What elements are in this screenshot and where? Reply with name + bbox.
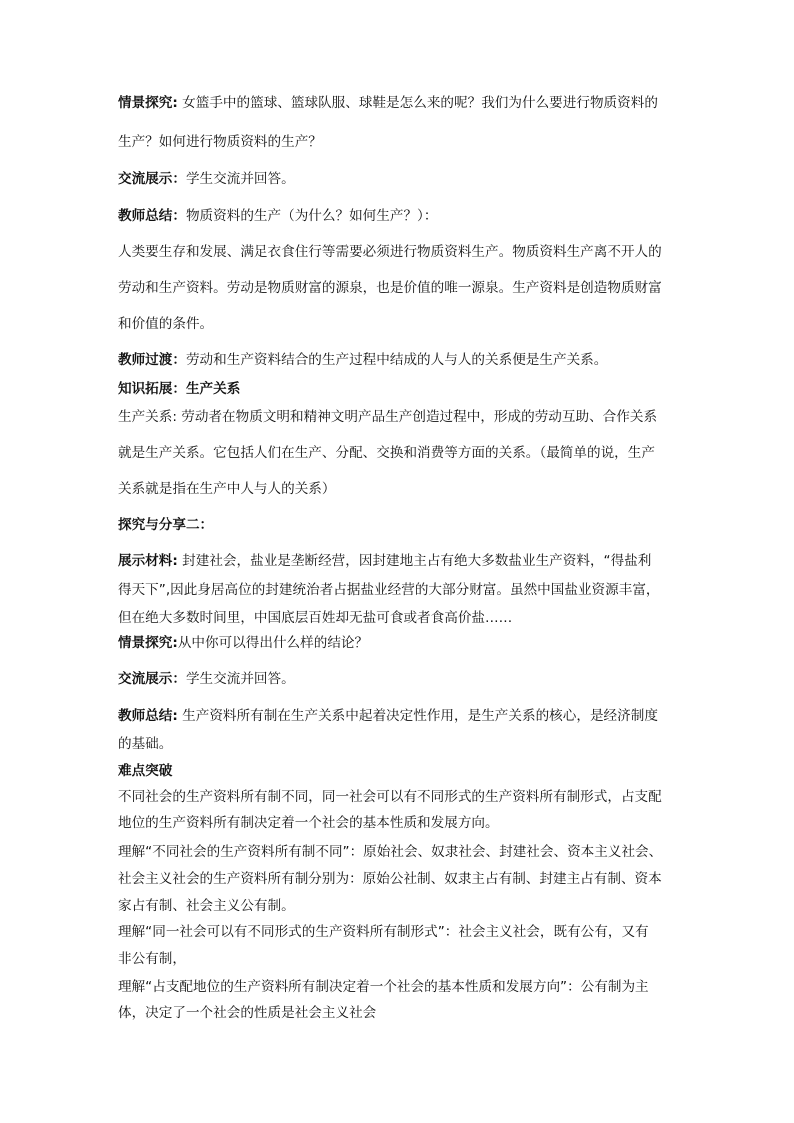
- label-scenario-inquiry: 情景探究:: [118, 635, 178, 651]
- text-line: 生产关系: 劳动者在物质文明和精神文明产品生产创造过程中，形成的劳动互助、合作关系: [118, 409, 658, 425]
- text-line: 学生交流并回答。: [185, 671, 295, 687]
- text-line: 劳动和生产资料结合的生产过程中结成的人与人的关系便是生产关系。: [185, 352, 608, 368]
- text-line: 地位的生产资料所有制决定着一个社会的基本性质和发展方向。: [118, 815, 499, 831]
- heading-difficulty-breakthrough: 难点突破: [118, 763, 173, 779]
- text-line: 理解“不同社会的生产资料所有制不同”：原始社会、奴隶社会、封建社会、资本主义社会、: [118, 844, 663, 860]
- text-line: 不同社会的生产资料所有制不同，同一社会可以有不同形式的生产资料所有制形式，占支配: [118, 789, 662, 805]
- paragraph-exchange-display-2: [118, 669, 295, 689]
- text-line: 体，决定了一个社会的性质是社会主义社会: [118, 1005, 377, 1021]
- paragraph-scenario-inquiry-1: [118, 93, 658, 113]
- paragraph-teacher-summary-1: [118, 206, 437, 226]
- text-line: 理解“同一社会可以有不同形式的生产资料所有制形式”：社会主义社会，既有公有，又有: [118, 924, 649, 940]
- text-line: 女篮手中的篮球、篮球队服、球鞋是怎么来的呢？我们为什么要进行物质资料的: [182, 95, 658, 111]
- paragraph-exchange-display-1: [118, 169, 295, 189]
- text-line: 劳动和生产资料。劳动是物质财富的源泉，也是价值的唯一源泉。生产资料是创造物质财富: [118, 280, 662, 296]
- paragraph-scenario-inquiry-2: [118, 633, 368, 653]
- text-line: 关系就是指在生产中人与人的关系）: [118, 481, 336, 497]
- text-line: 封建社会，盐业是垄断经营，因封建地主占有绝大多数盐业生产资料，“得盐利: [182, 553, 652, 569]
- label-teacher-transition: 教师过渡：: [118, 352, 186, 368]
- heading-inquiry-share-2: 探究与分享二：: [118, 517, 214, 533]
- label-scenario-inquiry: 情景探究:: [118, 95, 178, 111]
- text-line: 非公有制，: [118, 951, 186, 967]
- label-teacher-summary: 教师总结:: [118, 708, 178, 724]
- text-line: 家占有制、社会主义公有制。: [118, 898, 295, 914]
- text-line: 的基础。: [118, 736, 173, 752]
- text-line: 得天下”,因此身居高位的封建统治者占据盐业经营的大部分财富。虽然中国盐业资源丰富，: [118, 582, 660, 598]
- label-teacher-summary: 教师总结：: [118, 208, 186, 224]
- text-line: 学生交流并回答。: [185, 171, 295, 187]
- text-line: 物质资料的生产（为什么？如何生产？）：: [185, 208, 438, 224]
- text-line: 理解“占支配地位的生产资料所有制决定着一个社会的基本性质和发展方向”：公有制为主: [118, 979, 649, 995]
- paragraph-teacher-summary-2: [118, 706, 658, 726]
- text-line: 但在绝大多数时间里，中国底层百姓却无盐可食或者食高价盐……: [118, 610, 513, 626]
- text-line: 和价值的条件。: [118, 316, 214, 332]
- heading-knowledge-extension: 知识拓展：生产关系: [118, 381, 241, 397]
- text-line: 生产？如何进行物质资料的生产？: [118, 134, 322, 150]
- text-line: 社会主义社会的生产资料所有制分别为：原始公社制、奴隶主占有制、封建主占有制、资本: [118, 871, 662, 887]
- text-line: 生产资料所有制在生产关系中起着决定性作用，是生产关系的核心，是经济制度: [182, 708, 658, 724]
- label-display-material: 展示材料:: [118, 553, 178, 569]
- text-line: 就是生产关系。它包括人们在生产、分配、交换和消费等方面的关系。（最简单的说，生产: [118, 445, 655, 461]
- paragraph-teacher-transition: [118, 350, 607, 370]
- text-line: 人类要生存和发展、满足衣食住行等需要必须进行物质资料生产。物质资料生产离不开人的: [118, 244, 662, 260]
- label-exchange-display: 交流展示：: [118, 671, 186, 687]
- text-line: 从中你可以得出什么样的结论？: [177, 635, 369, 651]
- paragraph-display-material: [118, 551, 651, 571]
- label-exchange-display: 交流展示：: [118, 171, 186, 187]
